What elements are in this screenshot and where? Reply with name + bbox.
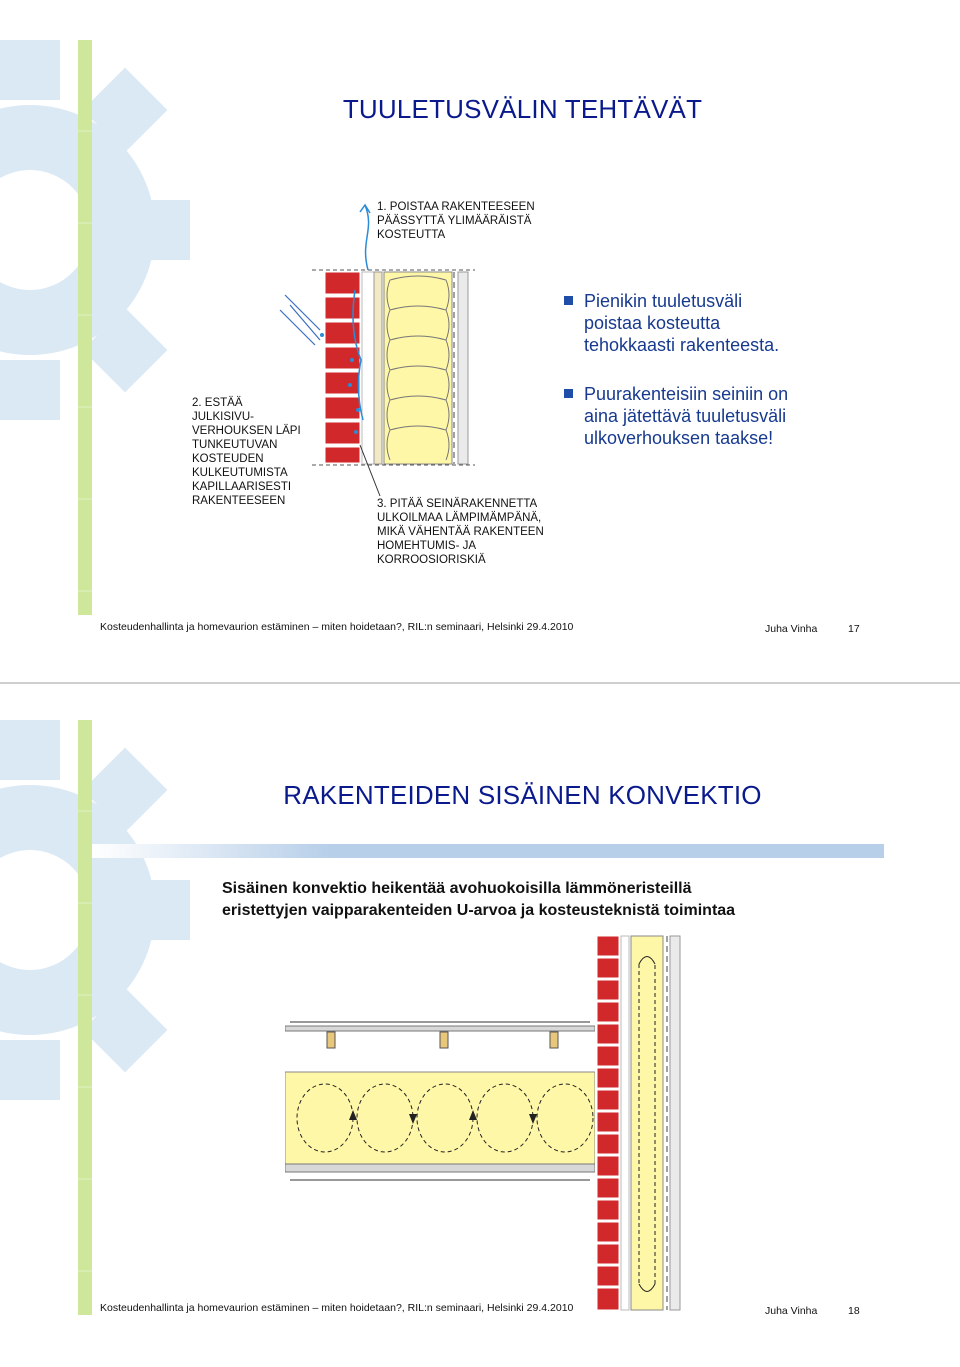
title-underline-bar	[92, 844, 884, 858]
page-number: 17	[848, 623, 860, 635]
slide-subtitle: Sisäinen konvektio heikentää avohuokoisilla lämmöneristeillä eristettyjen vaipparakenteiden U-arvoa ja kosteusteknistä toimintaa	[222, 880, 736, 919]
joist-icon	[550, 1032, 558, 1048]
insulation-layer	[285, 1072, 595, 1164]
slide-title: RAKENTEIDEN SISÄINEN KONVEKTIO	[283, 780, 762, 810]
footer-text: Kosteudenhallinta ja homevaurion estäminen – miten hoidetaan?, RIL:n seminaari, Helsinki 29.4.2010	[100, 1302, 574, 1314]
insulation	[384, 272, 452, 464]
joist-icon	[327, 1032, 335, 1048]
wall-insulation	[631, 936, 663, 1310]
slide-18	[0, 684, 960, 1367]
air-gap	[362, 272, 374, 464]
gear-watermark-icon	[0, 720, 200, 1100]
accent-stripe	[78, 720, 92, 1315]
wall-section-diagram	[200, 200, 500, 500]
brick-column	[597, 936, 619, 1310]
page-number: 18	[848, 1305, 860, 1317]
accent-stripe	[78, 40, 92, 615]
slide-17	[0, 0, 960, 683]
bullet-square-icon	[564, 296, 573, 305]
slide-title: TUULETUSVÄLIN TEHTÄVÄT	[342, 94, 703, 124]
horizontal-convection-diagram	[285, 1014, 595, 1214]
brick-cladding	[325, 272, 360, 463]
footer-author: Juha Vinha	[765, 1305, 818, 1317]
callout-warm-wall: 3. PITÄÄ SEINÄRAKENNETTA ULKOILMAA LÄMPIMÄMPÄNÄ, MIKÄ VÄHENTÄÄ RAKENTEEN HOMEHTUMIS- JA KORROOSIORISKIÄ	[377, 498, 544, 566]
callout-remove-moisture: 1. POISTAA RAKENTEESEEN PÄÄSSYTTÄ YLIMÄÄRÄISTÄ KOSTEUTTA	[377, 201, 535, 241]
footer-text: Kosteudenhallinta ja homevaurion estäminen – miten hoidetaan?, RIL:n seminaari, Helsinki 29.4.2010	[100, 621, 574, 633]
bullet-square-icon	[564, 389, 573, 398]
vertical-convection-diagram	[595, 934, 685, 1314]
callout-capillary: 2. ESTÄÄ JULKISIVU- VERHOUKSEN LÄPI TUNKEUTUVAN KOSTEUDEN KULKEUTUMISTA KAPILLAARISESTI RAKENTEESEEN	[192, 397, 301, 507]
wind-barrier	[374, 272, 382, 464]
bullet-small-gap: Pienikin tuuletusväli poistaa kosteutta tehokkaasti rakenteesta.	[584, 290, 779, 356]
joist-icon	[440, 1032, 448, 1048]
interior-board	[458, 272, 468, 464]
footer-author: Juha Vinha	[765, 623, 818, 635]
bullet-wood-walls: Puurakenteisiin seiniin on aina jätettävä tuuletusväli ulkoverhouksen taakse!	[584, 383, 788, 449]
